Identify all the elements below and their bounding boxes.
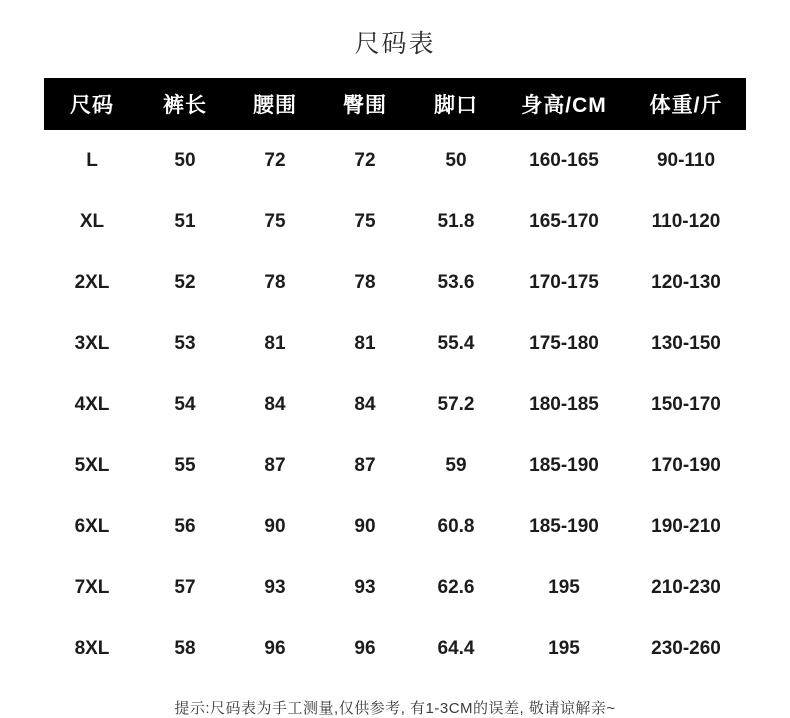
cell-size: 5XL <box>74 454 110 476</box>
size-table <box>44 78 746 679</box>
cell-pants-length: 55 <box>174 454 196 476</box>
cell-hip: 81 <box>354 332 376 354</box>
column-header-waist: 腰围 <box>253 94 297 117</box>
table-row <box>44 191 746 252</box>
cell-waist: 93 <box>264 576 286 598</box>
cell-leg-opening: 55.4 <box>437 332 475 354</box>
cell-weight: 150-170 <box>651 393 721 415</box>
cell-size: 4XL <box>74 393 110 415</box>
cell-hip: 75 <box>354 210 376 232</box>
column-header-weight: 体重/斤 <box>649 94 723 117</box>
cell-size: 6XL <box>74 515 110 537</box>
cell-pants-length: 52 <box>174 271 196 293</box>
table-row <box>44 618 746 679</box>
table-row <box>44 252 746 313</box>
column-header-size: 尺码 <box>70 94 114 117</box>
cell-leg-opening: 51.8 <box>437 210 475 232</box>
column-header-hip: 臀围 <box>343 94 387 117</box>
cell-weight: 170-190 <box>651 454 721 476</box>
cell-size: 8XL <box>74 637 110 659</box>
cell-waist: 78 <box>264 271 286 293</box>
cell-leg-opening: 64.4 <box>437 637 475 659</box>
column-header-pants-length: 裤长 <box>163 94 207 117</box>
cell-hip: 96 <box>354 637 376 659</box>
page-title: 尺码表 <box>354 30 436 58</box>
cell-height: 170-175 <box>529 271 599 293</box>
table-header-row <box>44 78 746 130</box>
cell-waist: 84 <box>264 393 286 415</box>
cell-leg-opening: 59 <box>445 454 467 476</box>
cell-height: 195 <box>548 576 580 598</box>
table-row <box>44 435 746 496</box>
cell-pants-length: 50 <box>174 149 196 171</box>
cell-weight: 120-130 <box>651 271 721 293</box>
cell-hip: 93 <box>354 576 376 598</box>
cell-height: 185-190 <box>529 515 599 537</box>
cell-size: 7XL <box>74 576 110 598</box>
cell-waist: 81 <box>264 332 286 354</box>
cell-waist: 75 <box>264 210 286 232</box>
table-body <box>44 130 746 679</box>
cell-hip: 84 <box>354 393 376 415</box>
cell-pants-length: 54 <box>174 393 196 415</box>
measurement-note: 提示:尺码表为手工测量,仅供参考, 有1-3CM的误差, 敬请谅解亲~ <box>174 700 616 717</box>
cell-leg-opening: 53.6 <box>437 271 475 293</box>
column-header-leg-opening: 脚口 <box>434 94 478 117</box>
cell-pants-length: 57 <box>174 576 196 598</box>
cell-hip: 87 <box>354 454 376 476</box>
cell-leg-opening: 50 <box>445 149 467 171</box>
cell-size: 3XL <box>74 332 110 354</box>
cell-size: XL <box>79 210 105 232</box>
cell-leg-opening: 60.8 <box>437 515 475 537</box>
cell-waist: 96 <box>264 637 286 659</box>
cell-pants-length: 51 <box>174 210 196 232</box>
cell-waist: 87 <box>264 454 286 476</box>
cell-pants-length: 56 <box>174 515 196 537</box>
cell-waist: 72 <box>264 149 286 171</box>
cell-weight: 130-150 <box>651 332 721 354</box>
cell-waist: 90 <box>264 515 286 537</box>
size-table-container <box>0 78 790 679</box>
table-row <box>44 496 746 557</box>
cell-size: 2XL <box>74 271 110 293</box>
cell-height: 165-170 <box>529 210 599 232</box>
cell-pants-length: 58 <box>174 637 196 659</box>
table-row <box>44 130 746 191</box>
cell-weight: 90-110 <box>656 149 716 171</box>
cell-weight: 230-260 <box>651 637 721 659</box>
table-row <box>44 557 746 618</box>
cell-height: 175-180 <box>529 332 599 354</box>
cell-size: L <box>86 149 98 171</box>
cell-leg-opening: 62.6 <box>437 576 475 598</box>
cell-weight: 190-210 <box>651 515 721 537</box>
table-header <box>44 78 746 130</box>
cell-hip: 72 <box>354 149 376 171</box>
cell-hip: 90 <box>354 515 376 537</box>
table-row <box>44 313 746 374</box>
column-header-height: 身高/CM <box>521 94 607 117</box>
cell-height: 180-185 <box>529 393 599 415</box>
cell-leg-opening: 57.2 <box>437 393 475 415</box>
cell-hip: 78 <box>354 271 376 293</box>
cell-pants-length: 53 <box>174 332 196 354</box>
cell-height: 160-165 <box>529 149 599 171</box>
cell-height: 195 <box>548 637 580 659</box>
cell-weight: 110-120 <box>651 210 721 232</box>
cell-height: 185-190 <box>529 454 599 476</box>
cell-weight: 210-230 <box>651 576 721 598</box>
table-row <box>44 374 746 435</box>
